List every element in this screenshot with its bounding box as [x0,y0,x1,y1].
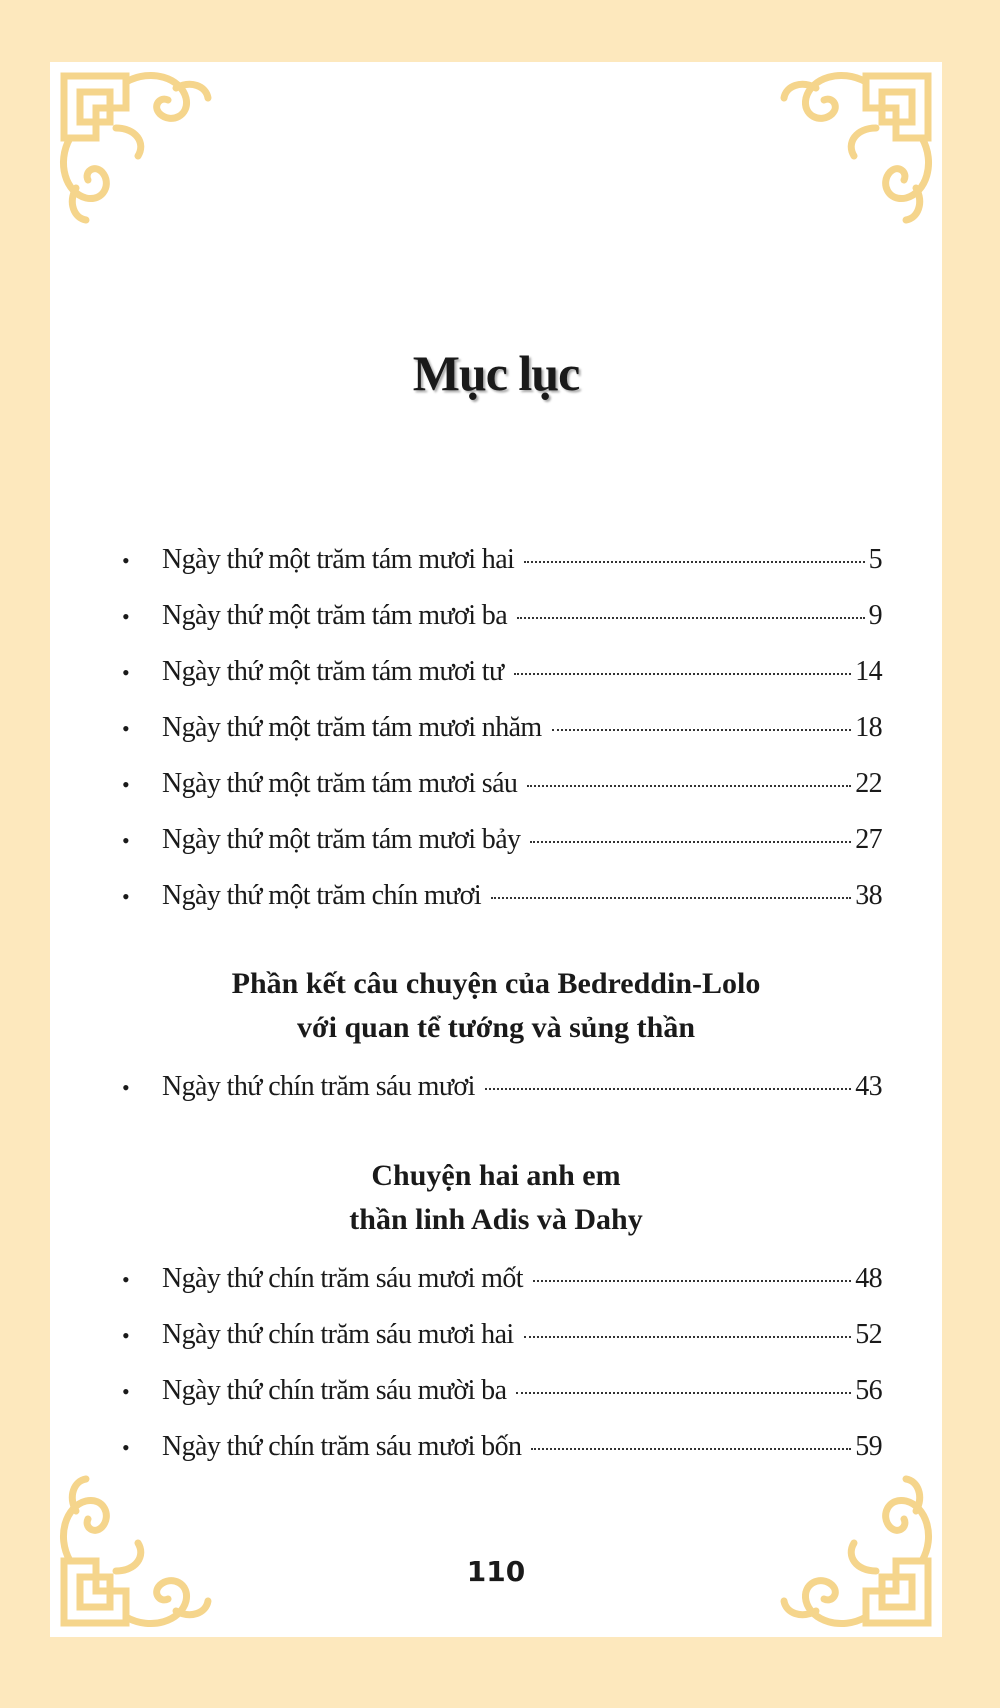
toc-entry-label: Ngày thứ chín trăm sáu mươi hai [162,1319,514,1350]
dot-leader [527,785,851,787]
toc-entry-page: 18 [855,712,882,743]
section-heading-line: Phần kết câu chuyện của Bedreddin-Lolo [231,967,761,1000]
toc-entry-page: 48 [855,1263,882,1294]
bullet-icon: • [122,772,130,797]
toc-entry-page: 9 [868,600,882,631]
ornament-corner-top-left-icon [56,68,216,238]
ornament-corner-bottom-left-icon [56,1461,216,1631]
toc-entry[interactable] [122,824,882,864]
section-heading-line: với quan tể tướng và sủng thần [297,1011,695,1044]
bullet-icon: • [122,884,130,909]
toc-entry-page: 14 [855,656,882,687]
toc-entry-page: 59 [855,1431,882,1462]
dot-leader [485,1088,851,1090]
dot-leader [531,1448,851,1450]
toc-entry[interactable] [122,1375,882,1415]
bullet-icon: • [122,716,130,741]
dot-leader [524,1336,852,1338]
bullet-icon: • [122,1267,130,1292]
bullet-icon: • [122,548,130,573]
toc-entry-label: Ngày thứ một trăm tám mươi hai [162,544,515,575]
toc-entry[interactable] [122,544,882,584]
ornament-corner-top-right-icon [776,68,936,238]
book-page [50,62,942,1637]
bullet-icon: • [122,828,130,853]
dot-leader [533,1280,851,1282]
toc-entry[interactable] [122,656,882,696]
toc-entry-label: Ngày thứ chín trăm sáu mươi mốt [162,1263,523,1294]
bullet-icon: • [122,1379,130,1404]
bullet-icon: • [122,1075,130,1100]
page-title: Mục lục [412,345,580,401]
toc-entry[interactable] [122,600,882,640]
toc-entry[interactable] [122,1319,882,1359]
section-heading [50,962,942,1050]
toc-entry-page: 52 [855,1319,882,1350]
dot-leader [552,729,852,731]
section-heading-line: Chuyện hai anh em [371,1159,621,1192]
section-heading-line: thần linh Adis và Dahy [349,1203,643,1236]
ornament-corner-bottom-right-icon [776,1461,936,1631]
toc-entry[interactable] [122,712,882,752]
toc-entry-label: Ngày thứ một trăm tám mươi ba [162,600,508,631]
toc-entry-label: Ngày thứ một trăm tám mươi sáu [162,768,518,799]
bullet-icon: • [122,604,130,629]
dot-leader [491,897,851,899]
toc-entry[interactable] [122,1071,882,1111]
toc-entry-page: 38 [855,880,882,911]
dot-leader [514,673,852,675]
bullet-icon: • [122,1323,130,1348]
toc-entry[interactable] [122,1431,882,1471]
toc-entry[interactable] [122,768,882,808]
toc-entry-label: Ngày thứ chín trăm sáu mười ba [162,1375,507,1406]
bullet-icon: • [122,660,130,685]
dot-leader [516,1392,851,1394]
toc-entry-page: 43 [855,1071,882,1102]
toc-entry-page: 5 [868,544,882,575]
toc-entry-label: Ngày thứ một trăm tám mươi bảy [162,824,521,855]
section-heading [50,1154,942,1242]
toc-entry[interactable] [122,1263,882,1303]
toc-entry-label: Ngày thứ chín trăm sáu mươi [162,1071,475,1102]
toc-entry-page: 56 [855,1375,882,1406]
toc-entry-page: 22 [855,768,882,799]
bullet-icon: • [122,1435,130,1460]
toc-entry-page: 27 [855,824,882,855]
page-number: 110 [466,1555,526,1588]
toc-entry-label: Ngày thứ chín trăm sáu mươi bốn [162,1431,522,1462]
toc-entry-label: Ngày thứ một trăm tám mươi nhăm [162,712,542,743]
toc-entry-label: Ngày thứ một trăm tám mươi tư [162,656,504,687]
dot-leader [517,617,865,619]
dot-leader [524,561,864,563]
toc-entry[interactable] [122,880,882,920]
toc-entry-label: Ngày thứ một trăm chín mươi [162,880,482,911]
dot-leader [530,841,851,843]
